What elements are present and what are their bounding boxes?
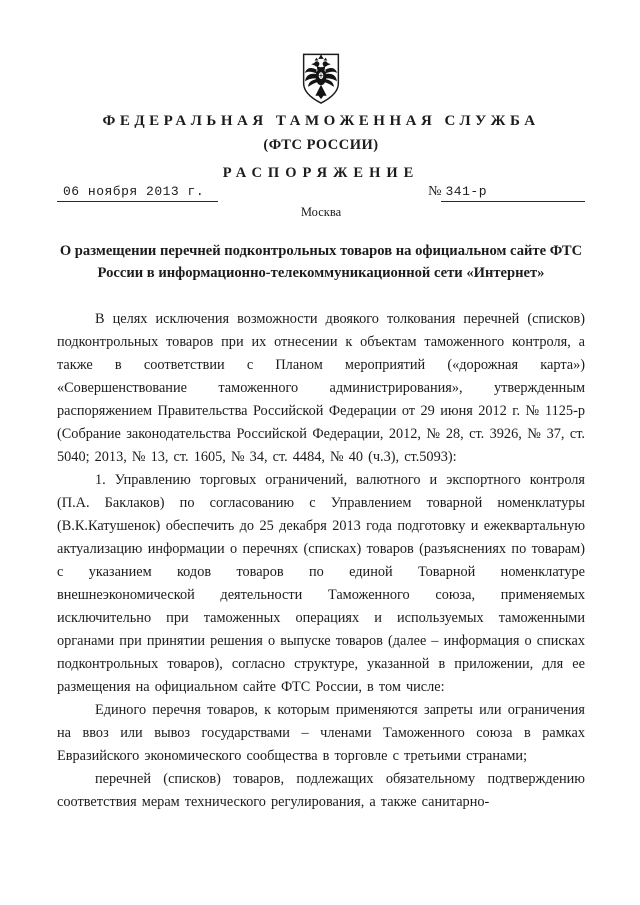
paragraph-lists-of-goods: перечней (списков) товаров, подлежащих обязательному подтверждению соответствия мерам технического регулирования, а также санитарно- (57, 771, 585, 810)
paragraph-preamble: В целях исключения возможности двоякого толкования перечней (списков) подконтрольных товаров при их отнесении к объектам таможенного контроля, а также в соответствии с Планом мероприятий («дорожная карта») «Совершенствование таможенного администрирования», утвержденным распоряжением Правительства Российской Федерации от 29 июня 2012 г. № 1125-р (Собрание законодательства Российской Федерации, 2012, № 28, ст. 3926, № 37, ст. 5040; 2013, № 13, ст. 1605, № 34, ст. 4484, № 40 (ч.3), ст.5093): (57, 311, 585, 465)
organization-name: ФЕДЕРАЛЬНАЯ ТАМОЖЕННАЯ СЛУЖБА (102, 113, 540, 129)
document-date: 06 ноября 2013 г. (57, 184, 218, 202)
paragraph-unified-list: Единого перечня товаров, к которым применяются запреты или ограничения на ввоз или вывоз государствами – членами Таможенного союза в рамках Евразийского экономического сообщества в торговле с третьими странами; (57, 702, 585, 764)
document-body (57, 308, 585, 814)
organization-abbreviation: (ФТС РОССИИ) (263, 137, 379, 153)
paragraph-item-1: 1. Управлению торговых ограничений, валютного и экспортного контроля (П.А. Баклаков) по согласованию с Управлением товарной номенклатуры (В.К.Катушенок) обеспечить до 25 декабря 2013 года подготовку и ежеквартальную актуализацию информации о перечнях (списках) товаров (разъяснениях по товарам) с указанием кодов товаров по единой Товарной номенклатуре внешнеэкономической деятельности Таможенного союза, применяемых исключительно при таможенных операциях и используемых таможенными органами при принятии решения о выпуске товаров (далее – информация о списках подконтрольных товаров), согласно структуре, указанной в приложении, для ее размещения на официальном сайте ФТС России, в том числе: (57, 472, 585, 695)
date-number-row (57, 184, 585, 202)
city-label: Москва (300, 205, 342, 219)
document-content (57, 0, 585, 814)
document-type-heading: РАСПОРЯЖЕНИЕ (222, 165, 420, 181)
document-title: О размещении перечней подконтрольных товаров на официальном сайте ФТС России в информационно-телекоммуникационной сети «Интернет» (59, 243, 583, 281)
document-number-group (428, 184, 585, 202)
document-number: 341-р (441, 184, 585, 202)
coat-of-arms-icon (293, 52, 349, 106)
emblem-container (57, 0, 585, 106)
number-sign: № (428, 184, 442, 199)
